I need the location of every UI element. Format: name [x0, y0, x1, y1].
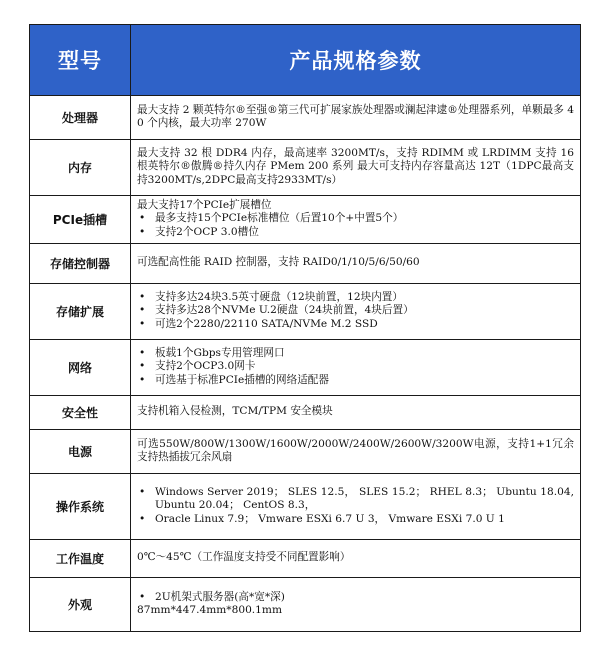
list-item: • 可选基于标准PCIe插槽的网络适配器 — [137, 374, 574, 387]
header-row — [30, 25, 581, 96]
row-security — [30, 396, 581, 430]
header-model: 型号 — [30, 25, 131, 96]
list-item: • 支持多达28个NVMe U.2硬盘（24块前置，4块后置） — [137, 304, 574, 317]
row-power — [30, 430, 581, 474]
row-value: 可选550W/800W/1300W/1600W/2000W/2400W/2600W/3200W电源，支持1+1冗余支持热插拔冗余风扇 — [131, 430, 581, 474]
list-item: • 板载1个Gbps专用管理网口 — [137, 347, 574, 360]
row-value — [131, 340, 581, 396]
row-network — [30, 340, 581, 396]
row-label: 存储扩展 — [30, 284, 131, 340]
list-item: • 支持2个OCP 3.0槽位 — [137, 226, 574, 239]
bullet-list — [137, 347, 574, 387]
row-os — [30, 474, 581, 540]
row-label: 电源 — [30, 430, 131, 474]
row-label: 安全性 — [30, 396, 131, 430]
row-cpu — [30, 96, 581, 140]
row-label: 网络 — [30, 340, 131, 396]
bullet-list — [137, 591, 574, 604]
row-value — [131, 284, 581, 340]
list-item: • Oracle Linux 7.9； Vmware ESXi 6.7 U 3， Vmware ESXi 7.0 U 1 — [137, 513, 574, 526]
row-label: 外观 — [30, 578, 131, 632]
list-item: • 最多支持15个PCIe标准槽位（后置10个+中置5个） — [137, 212, 574, 225]
row-memory — [30, 140, 581, 196]
row-value: 可选配高性能 RAID 控制器，支持 RAID0/1/10/5/6/50/60 — [131, 244, 581, 284]
list-item: • Windows Server 2019； SLES 12.5， SLES 15.2； RHEL 8.3； Ubuntu 18.04, Ubuntu 20.04； CentOS 8.3， — [137, 486, 574, 512]
row-text: 最大支持17个PCIe扩展槽位 — [137, 199, 272, 212]
list-item: • 可选2个2280/22110 SATA/NVMe M.2 SSD — [137, 318, 574, 331]
list-item: • 2U机架式服务器(高*宽*深) — [137, 591, 574, 604]
row-label: 存储控制器 — [30, 244, 131, 284]
row-value — [131, 196, 581, 244]
row-value — [131, 474, 581, 540]
row-label: 处理器 — [30, 96, 131, 140]
row-storage-controller — [30, 244, 581, 284]
row-value: 0℃～45℃（工作温度支持受不同配置影响） — [131, 540, 581, 578]
bullet-list — [137, 291, 574, 331]
row-label: 工作温度 — [30, 540, 131, 578]
row-temperature — [30, 540, 581, 578]
row-value: 最大支持 2 颗英特尔®至强®第三代可扩展家族处理器或澜起津逮®处理器系列，单颗最多 40 个内核，最大功率 270W — [131, 96, 581, 140]
row-value: 支持机箱入侵检测，TCM/TPM 安全模块 — [131, 396, 581, 430]
list-item: • 支持2个OCP3.0网卡 — [137, 360, 574, 373]
row-pcie — [30, 196, 581, 244]
row-value: 最大支持 32 根 DDR4 内存，最高速率 3200MT/s，支持 RDIMM 或 LRDIMM 支持 16 根英特尔®傲腾®持久内存 PMem 200 系列 最大可支持内存容量高达 12T（1DPC最高支持3200MT/s,2DPC最高支持2933MT/s） — [131, 140, 581, 196]
row-label: 内存 — [30, 140, 131, 196]
bullet-list — [137, 212, 574, 238]
row-text: 87mm*447.4mm*800.1mm — [137, 604, 283, 616]
spec-table — [29, 24, 581, 632]
row-storage-expansion — [30, 284, 581, 340]
bullet-list — [137, 486, 574, 526]
row-label: PCIe插槽 — [30, 196, 131, 244]
list-item: • 支持多达24块3.5英寸硬盘（12块前置，12块内置） — [137, 291, 574, 304]
row-label: 操作系统 — [30, 474, 131, 540]
header-spec: 产品规格参数 — [131, 25, 581, 96]
row-appearance — [30, 578, 581, 632]
row-value — [131, 578, 581, 632]
